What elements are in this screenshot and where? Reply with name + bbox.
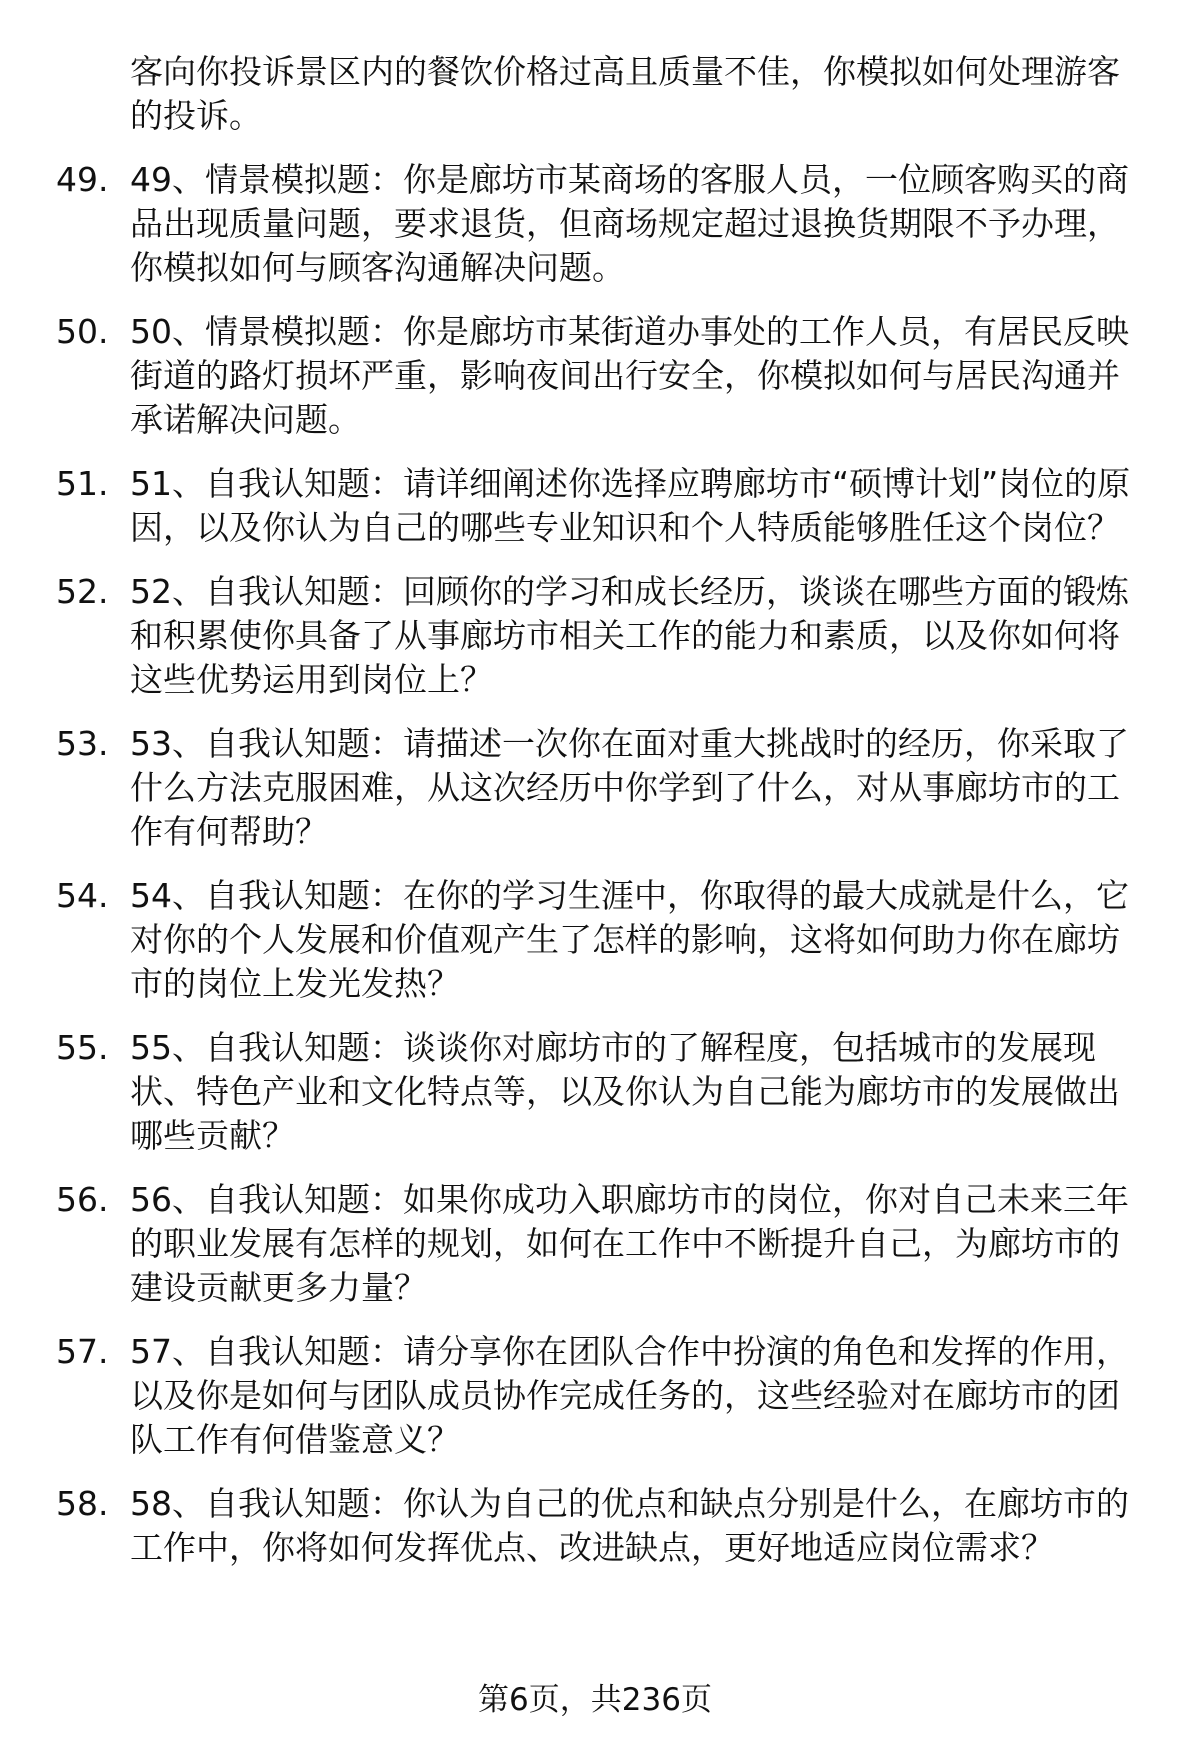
list-item xyxy=(0,1330,1190,1462)
question-text: 58、自我认知题：你认为自己的优点和缺点分别是什么，在廊坊市的工作中，你将如何发挥优点、改进缺点，更好地适应岗位需求？ xyxy=(130,1484,1129,1567)
question-number: 54. xyxy=(56,876,109,915)
list-item xyxy=(0,874,1190,1006)
question-text: 53、自我认知题：请描述一次你在面对重大挑战时的经历，你采取了什么方法克服困难，从这次经历中你学到了什么，对从事廊坊市的工作有何帮助？ xyxy=(130,724,1129,851)
question-text: 55、自我认知题：谈谈你对廊坊市的了解程度，包括城市的发展现状、特色产业和文化特点等，以及你认为自己能为廊坊市的发展做出哪些贡献？ xyxy=(130,1028,1120,1155)
list-item xyxy=(0,722,1190,854)
list-item xyxy=(0,1178,1190,1310)
question-number: 58. xyxy=(56,1484,109,1523)
list-item xyxy=(0,1482,1190,1570)
question-text: 57、自我认知题：请分享你在团队合作中扮演的角色和发挥的作用，以及你是如何与团队成员协作完成任务的，这些经验对在廊坊市的团队工作有何借鉴意义？ xyxy=(130,1332,1129,1459)
list-item xyxy=(0,462,1190,550)
page-footer: 第6页，共236页 xyxy=(478,1682,712,1718)
question-number: 55. xyxy=(56,1028,109,1067)
question-number: 57. xyxy=(56,1332,109,1371)
question-text: 51、自我认知题：请详细阐述你选择应聘廊坊市“硕博计划”岗位的原因，以及你认为自己的哪些专业知识和个人特质能够胜任这个岗位？ xyxy=(130,464,1131,547)
question-text: 56、自我认知题：如果你成功入职廊坊市的岗位，你对自己未来三年的职业发展有怎样的规划，如何在工作中不断提升自己，为廊坊市的建设贡献更多力量？ xyxy=(130,1180,1129,1307)
question-list xyxy=(0,158,1190,1590)
question-number: 56. xyxy=(56,1180,109,1219)
question-number: 49. xyxy=(56,160,109,199)
question-number: 51. xyxy=(56,464,109,503)
list-item xyxy=(0,310,1190,442)
question-text: 49、情景模拟题：你是廊坊市某商场的客服人员，一位顾客购买的商品出现质量问题，要求退货，但商场规定超过退换货期限不予办理，你模拟如何与顾客沟通解决问题。 xyxy=(130,160,1129,287)
question-text: 52、自我认知题：回顾你的学习和成长经历，谈谈在哪些方面的锻炼和积累使你具备了从事廊坊市相关工作的能力和素质，以及你如何将这些优势运用到岗位上？ xyxy=(130,572,1129,699)
list-item xyxy=(0,1026,1190,1158)
question-number: 53. xyxy=(56,724,109,763)
list-item xyxy=(0,570,1190,702)
question-text: 54、自我认知题：在你的学习生涯中，你取得的最大成就是什么，它对你的个人发展和价值观产生了怎样的影响，这将如何助力你在廊坊市的岗位上发光发热？ xyxy=(130,876,1129,1003)
question-text: 50、情景模拟题：你是廊坊市某街道办事处的工作人员，有居民反映街道的路灯损坏严重，影响夜间出行安全，你模拟如何与居民沟通并承诺解决问题。 xyxy=(130,312,1129,439)
question-number: 52. xyxy=(56,572,109,611)
question-number: 50. xyxy=(56,312,109,351)
continued-question-text: 客向你投诉景区内的餐饮价格过高且质量不佳，你模拟如何处理游客的投诉。 xyxy=(130,52,1120,135)
list-item xyxy=(0,158,1190,290)
